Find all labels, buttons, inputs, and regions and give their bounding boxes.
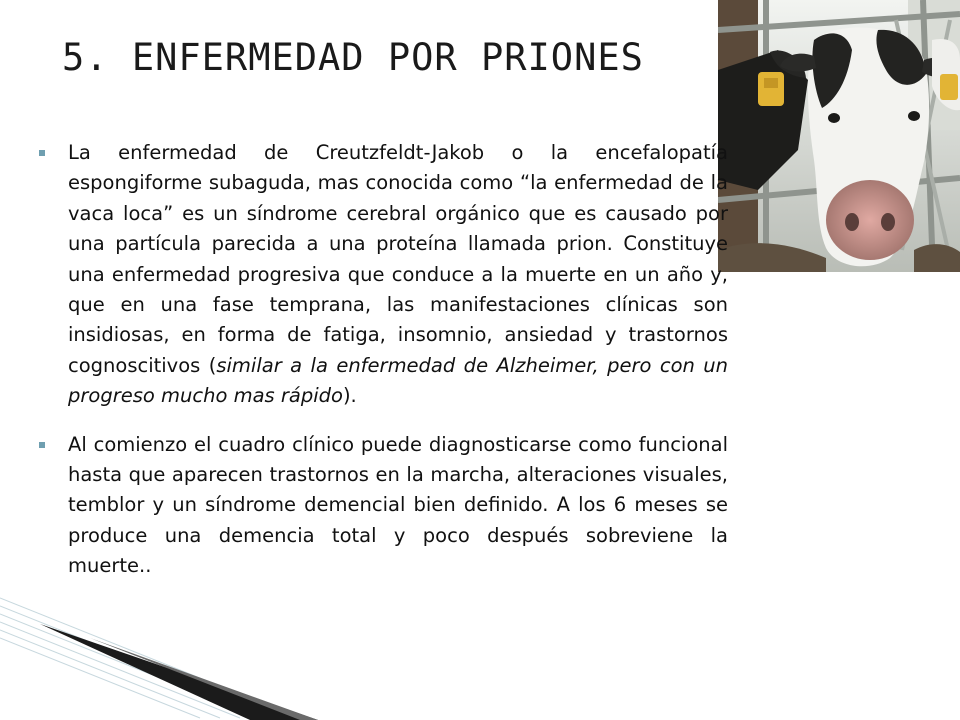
bullet-1-italic-text: similar a la enfermedad de Alzheimer, pero con un progreso mucho mas rápido (68, 353, 729, 408)
bullet-marker-icon (39, 442, 45, 448)
bullet-item-2 (38, 430, 728, 582)
slide-title: 5. ENFERMEDAD POR PRIONES (62, 36, 644, 79)
decorative-swoosh (0, 590, 320, 720)
bullet-list (38, 138, 728, 582)
cow-photo-illustration (718, 0, 960, 272)
bullet-1-end: ). (342, 384, 357, 408)
bullet-2-text: Al comienzo el cuadro clínico puede diagnosticarse como funcional hasta que aparecen trastornos en la marcha, alteraciones visuales, temblor y un síndrome demencial bien definido. A los 6 meses se produce una demencia total y poco después sobreviene la muerte.. (68, 432, 728, 578)
bullet-marker-icon (39, 150, 45, 156)
bullet-item-1 (38, 138, 728, 412)
cow-photo (718, 0, 960, 272)
bullet-1-text: La enfermedad de Creutzfeldt-Jakob o la encefalopatía espongiforme subaguda, mas conocida como “la enfermedad de la vaca loca” es un síndrome cerebral orgánico que es causado por una partícula parecida a una proteína llamada prion. Constituye una enfermedad progresiva que conduce a la muerte en un año y, que en una fase temprana, las manifestaciones clínicas son insidiosas, en forma de fatiga, insomnio, ansiedad y trastornos cognoscitivos ( (68, 141, 728, 377)
